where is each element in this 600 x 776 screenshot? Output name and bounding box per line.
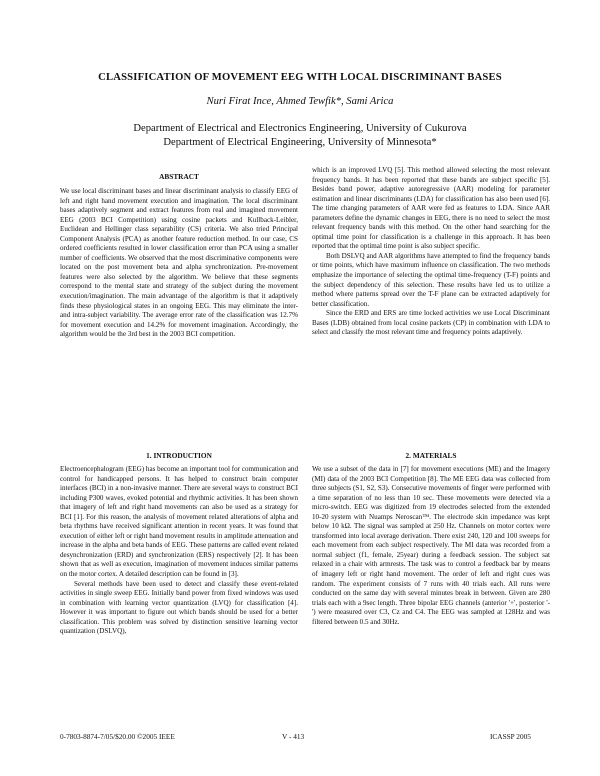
footer-copyright: 0-7803-8874-7/05/$20.00 ©2005 IEEE	[60, 732, 175, 741]
materials-heading: 2. MATERIALS	[405, 451, 457, 460]
affiliation-1: Department of Electrical and Electronics Engineering, University of Cukurova	[133, 123, 467, 134]
continuation-paragraph-2: Both DSLVQ and AAR algorithms have attempted to find the frequency bands or time points, which have maximum influence on classification. The two methods emphasize the importance of selecting the optimal time-frequency (T-F) points and the subject dependency of this selection. These results have led us to utilize a method where patterns spread over the T-F plane can be extracted adaptively for better classification.	[312, 251, 550, 308]
introduction-paragraph-2: Several methods have been used to detect and classify these event-related activities in single sweep EEG. Initially band power from fixed windows was used in combination with learning vector quantization (LVQ) for classification [4]. However it was important to figure out which bands should be used for a better classification. This problem was solved by distinction sensitive learning vector quantization (DSLVQ),	[60, 579, 298, 636]
paper-title: CLASSIFICATION OF MOVEMENT EEG WITH LOCAL DISCRIMINANT BASES	[98, 72, 502, 83]
introduction-heading: 1. INTRODUCTION	[146, 451, 212, 460]
affiliation-2: Department of Electrical Engineering, University of Minnesota*	[163, 137, 437, 148]
abstract-heading: ABSTRACT	[159, 172, 199, 181]
author-list: Nuri Firat Ince, Ahmed Tewfik*, Sami Arica	[206, 96, 394, 107]
footer-page-number: V - 413	[282, 732, 305, 741]
continuation-paragraph-1: which is an improved LVQ [5]. This method allowed selecting the most relevant frequency bands. It has been reported that these bands are subject specific [5]. Besides band power, adaptive autoregressive (AAR) modeling for parameter estimation and linear discriminants (LDA) for classification has also been used [6]. The time changing parameters of AAR were fed as features to LDA. Since AAR parameters define the dynamic changes in EEG, there is no need to select the most relevant frequency bands with this method. On the other hand searching for the optimal time point for classification is a challenge in this approach. It has been reported that the optimal time point is also subject specific.	[312, 166, 550, 251]
right-column-continuation	[312, 166, 550, 338]
materials-text: We use a subset of the data in [7] for movement executions (ME) and the Imagery (MI) data of the 2003 BCI Competition [8]. The ME EEG data was collected from three subjects (S1, S2, S3). Consecutive movements of finger were performed with a time separation of no less than 10 sec. These movements were detected via a micro-switch. EEG was digitized from 19 electrodes selected from the extended 10-20 system with Nuamps Neroscan™. The electrode skin impedance was kept below 10 kΩ. The signal was sampled at 250 Hz. Channels on motor cortex were transformed into local average derivation. There exist 240, 120 and 100 sweeps for each movement from each subject respectively. The MI data was recorded from a normal subject (f1, female, 25year) during a feedback session. The subject sat relaxed in a chair with armrests. The task was to control a feedback bar by means of imagery left or right hand movement. The order of left and right cues was random. The experiment consists of 7 runs with 40 trials each. All runs were conducted on the same day with several minutes break in between. Given are 280 trials each with a 9sec length. Three bipolar EEG channels (anterior '+', posterior '-') were measured over C3, Cz and C4. The EEG was sampled at 128Hz and was filtered between 0.5 and 30Hz.	[312, 465, 550, 626]
materials-section	[312, 451, 550, 627]
introduction-paragraph-1: Electroencephalogram (EEG) has become an important tool for communication and control for handicapped persons. It has helped to construct brain computer interfaces (BCI) in a non-invasive manner. There are several ways to construct BCI including P300 waves, evoked potential and rhythmic activities. It has been shown that imagery of left and right hand movements can also be used as a strategy for BCI [1]. For this reason, the analysis of movement related alterations of alpha and beta rhythms have received significant attention in recent years. It was found that execution of either left or right hand movement results in amplitude attenuation and increase in the alpha and beta bands of EEG. These patterns are called event related desynchronization (ERD) and synchronization (ERS) respectively [2]. It has been shown that as well as execution, imagination of movement induces similar patterns on the motor cortex. A detailed description can be found in [3].	[60, 465, 298, 579]
abstract-section	[60, 172, 298, 340]
introduction-section	[60, 451, 298, 637]
continuation-paragraph-3: Since the ERD and ERS are time locked activities we use Local Discriminant Bases (LDB) obtained from local cosine packets (CP) in combination with LDA to select and classify the most relevant time and frequency points adaptively.	[312, 309, 550, 337]
affiliations	[0, 122, 600, 150]
abstract-text: We use local discriminant bases and linear discriminant analysis to classify EEG of left and right hand movement execution and imagination. The local discriminant bases adaptively segment and extract features from real and imagined movement EEG (2003 BCI Competition) using cosine packets and Kullback-Leibler, Euclidean and Hellinger class separability (CS) criteria. We also tried Principal Component Analysis (PCA) as another feature reduction method. In our case, CS ordered coefficients resulted in lower classification error than PCA using a smaller number of coefficients. We observed that the most discriminative components were located on the post movement beta and alpha synchronization. Pre-movement features were also selected by the algorithm. We believe that these segments correspond to the mental state and strategy of the subject during the movement execution/imagination. The main advantage of the algorithm is that it adaptively finds these physiological states in an ongoing EEG. This may eliminate the inter- and intra-subject variability. The average error rate of the classification was 12.7% for movement execution and 14.2% for movement imagination. Accordingly, the algorithm would be the 3rd best in the 2003 BCI competition.	[60, 187, 298, 339]
footer-conference: ICASSP 2005	[490, 732, 531, 741]
